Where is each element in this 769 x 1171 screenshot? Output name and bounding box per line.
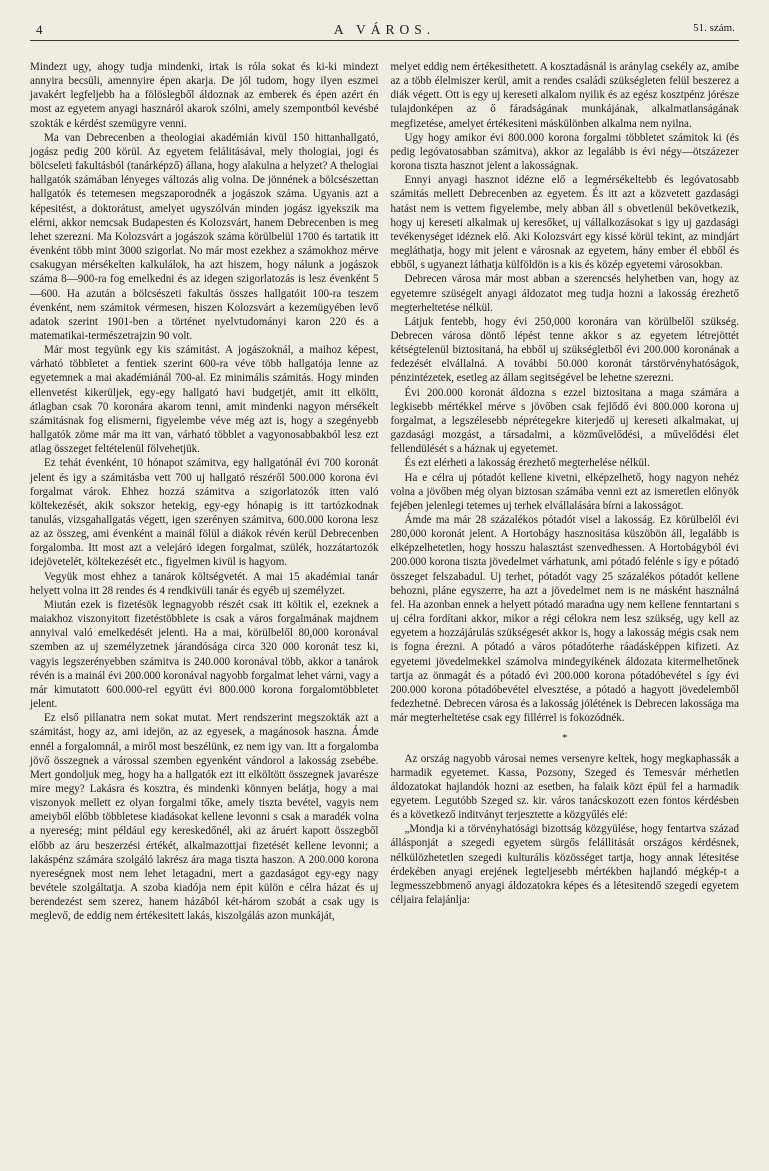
paragraph: Ez első pillanatra nem sokat mutat. Mert rendszerint megszokták azt a számitást, hogy az, ami idejön, az az egyesek, a magánosok haszna. Ámde ennél a forgalomnál, a miről most beszélünk, ez nem igy van. Itt a forgalomba jövő összegnek a várossal szemben egyenként vándorol a lakosság zsebébe. Mert gondoljuk meg, hogy ha a hallgatók ezt itt elköltött összegnek javarésze mire megy? Lakásra és kosztra, és mindenki könnyen belátja, hogy a mai viszonyok mellett ez olyan forgalmi tőke, amely tiszta bevétel, vagyis nem ameiyből előbb többletese kiadásokat kellene levonni s csak a maradék volna a nyereség; mint például egy kereskedőnél, aki az áruért kapott összegből előbb az áru beszerzési értékét, alkalmazottjai fizetését kellene levonni; a lakáspénz számára szolgáló lakrész ára maga tiszta haszon. A 200.000 korona nyereségnek most nem lehet letagadni, mert a gazdaságot egy-egy nagy bevétele szolgáltatja. A szoba kiadója nem épit külön e célra házat és uj berendezést sem szerez, hanem házából két-három szobát a csak ugy is meglevő, de eddig nem értékesitett lakás, kiszolgálás azon munkáját, [30, 712, 379, 923]
paragraph: Évi 200.000 koronát áldozna s ezzel biztositana a maga számára a legkisebb mértékkel mérve s jövőben csak fejlődő évi 800.000 korona uj forgalmat, a legszélesebb néprétegekre kiterjedő uj kereseti alkalmakat, uj gazdasági mozgást, a társadalmi, a közművelődési, a művelődési élet fellendülését s a háznak uj egyetemet. [390, 386, 739, 456]
masthead-title: A VÁROS. [333, 22, 436, 37]
section-divider-asterisk: * [562, 732, 568, 745]
page-number: 4 [36, 22, 43, 37]
header-rule [30, 40, 739, 41]
article-columns [30, 60, 739, 924]
paragraph: Ugy hogy amikor évi 800.000 korona forgalmi többletet számitok ki (és pedig legóvatosabban számitva), akkor az legalább is évi négy—ötszázezer korona tiszta hasznot jelent a lakosságnak. [390, 131, 739, 173]
right-column [391, 60, 740, 924]
quoted-motion: „Mondja ki a törvényhatósági bizottság közgyülése, hogy fentartva század állásponját a szegedi egyetem sürgős felállitását országos kérdésnek, nélkülözhetetlen szegedi kulturális közösséget tartja, hogy annak létesitése érdekében anyagi erejének legteljesebb mértékben hajlandó mégkép-t a legmesszebbmenő anyagi áldozatokra képes és a létesitendő szegedi egyetem céljaira felajánlja: [390, 823, 739, 907]
paragraph: melyet eddig nem értékesithetett. A kosztadásnál is aránylag csekély az, amibe az a több élelmiszer kerül, amit a rendes családi szükségleten felül beszerez a diák végett. Ott is egy uj kereseti alkalom nyilik és az egész kosztpénz jórésze tulajdonképen az ő fáradságának munkájának, alkalmatlanságának megfizetése, amelyet értékesiteni máskülönben alkalma nem nyilna. [390, 61, 739, 130]
paragraph: Debrecen városa már most abban a szerencsés helyhetben van, hogy az egyetemre szüségelt anyagi áldozatot meg tudja hozni a lakosság érezhető megterheltetése nélkül. [390, 273, 739, 314]
paragraph: Vegyük most ehhez a tanárok költségvetét. A mai 15 akadémiai tanár helyett volna itt 28 rendes és 4 rendkivüli tanár és egyéb uj személyzet. [30, 570, 379, 597]
paragraph: Ma van Debrecenben a theologiai akadémián kivül 150 hittanhallgató, jogász pedig 200 körül. Az egyetem felálitásával, mely thologiai, jogi és bölcseleti fakultásból (tanárképző) állana, hogy alakulna a helyzet? A thelogiai hallgatók számában lényeges változás alig volna. De jönnének a bölcsészettan hallgatók és tetemesen megszaporodnék a jogászok száma. Ugyanis azt a képesitést, a doktorátust, amelyet ugyszólván minden jogász igyekszik ma elérni, akkor nemcsak Budapesten és Kolozsvárt, hanem Debrecenben is meg lehet szerezni. Ma Kolozsvárt a jogászok száma körülbelül 1700 és tartatik itt évenként több mint 3000 szigorlat. No már most ezekhez a számokhoz mérve csakugyan mérsékelten kalkulálok, ha azt hiszem, hogy nálunk a jogászok száma 8—900-ra fog emelkedni és az idegen szigorlatozás is lesz évenként 5—600. Ha azután a bölcsészeti fakultás összes hallgatóit 100-ra teszem évenként, nem számitok vérmesen, hiszen Kolozsvárt a kezemügyében levő adatok szerint 1901-ben a történet nyelvtudományi karon 220 és a matematikai-természetrajzin 90 volt. [30, 131, 379, 342]
issue-number: 51. szám. [693, 22, 735, 34]
paragraph: Ámde ma már 28 százalékos pótadót visel a lakosság. Ez körülbelől évi 280,000 koronát jelent. A Hortobágy hasznositása küszöbön áll, legalább is elképzelhetetlen, hogy hosszu halasztást szenvedhessen. A Hortobágyból évi 200.000 korona tiszta jövedelmet várhatunk, ami pótadó felénle s így e pótadó összeget felszabadul. Uj terhet, pótadót vagy 25 százalékos pótadót kellene behozni, pláne egyszerre, ha azt a jövedelmet nem is ne másként használná fel. Ha azonban ennek a helyett pótadó maradna ugy nem kellene fenntartani s uj célra fordítani akkor, mikor a régi célokra nem lesz szükség, ugy kell az egyetem a hozzájárulás szükségesét akkor is, hogy a lakosság mégis csak nem is fogna érezni. A pótadó a város pótadóterhe ráadásképpen kifizeti. Az egyetemi jövedelmekkel számolva mindegyikének áldozata kitermelhetőnek tartja az önmagát és a pótadó évi 200.000 korona pótadóbevétel s így évi 200.000 korona pótadóbevétel elvesztése, a pótadó a hagyott jövedelemből fedezhetné. Debrecen városa és a lakosság jólétének is Debrecen lakossága ma már megterheltetése csak egy fillérrel is fokozódnék. [390, 514, 739, 725]
paragraph: Ennyi anyagi hasznot idézne elő a legmérsékeltebb és legóvatosabb számitás mellett Debrecenben az egyetem. És itt azt a közvetett gazdasági hatást nem is vettem figyelembe, mely abban áll s obvetlenül bekövetkezik, hogy uj kereseti alkalmak uj keresőket, uj vállalkozásokat s igy uj gazdasági tevékenységet idéznek elő. Aki Kolozsvárt egy kissé körül tekint, az mindjárt megláthatja, hogy mit jelent e városnak az egyetem, hány ember él ebből és ebből, s ugyanezt láthatja külföldön is a kis és közép egyetemi városokban. [390, 174, 739, 272]
page-header [30, 22, 739, 42]
paragraph: Az ország nagyobb városai nemes versenyre keltek, hogy megkaphassák a harmadik egyetemet. Kassa, Pozsony, Szeged és Temesvár mérhetlen áldozatokat hajlandók hozni az esetben, ha falaik közt épül fel a harmadik egyetem. Legutóbb Szeged sz. kir. város tanácskozott ezen fontos kérdésben és a következő inditványt terjesztette a közgyűlés elé: [390, 752, 739, 822]
paragraph: Ha e célra uj pótadót kellene kivetni, elképzelhető, hogy nagyon nehéz volna a jövőben még olyan biztosan számába venni ezt az ismeretlen előnyök fejében jelenlegi tetemes uj terhek elvállalására bírni a lakosságot. [390, 471, 739, 512]
left-column [30, 60, 379, 924]
paragraph: És ezt elérheti a lakosság érezhető megterhelése nélkül. [404, 457, 650, 470]
paragraph: Miután ezek is fizetésök legnagyobb részét csak itt költik el, ezeknek a maiakhoz viszonyitott fizetéstöbblete is csak a város forgalmának majdnem annyival való emelkedését jelenti. Ha a mai, körülbelől 80,000 koronával szemben az uj személyzetnek járandósága circa 320 000 koronát tesz ki, vagyis legszerényebben számitva is 240.000 koronával több, akkor a tanárok révén is a mainál évi 200.000 koronával nagyobb forgalmat lehet várni, vagy a már kimutatott 600.000-rel együtt évi 800.000 korona forgalomtöbbletet jelent. [30, 598, 379, 711]
paragraph: Már most tegyünk egy kis számitást. A jogászoknál, a maihoz képest, várható többletet a fentiek szerint 600-ra véve több hallgatója lenne az egyetemnek a mai akadémiánál 700-al. Ez minimális számitás. Hogy minden ellenvetést kikerüljek, egy-egy hallgató havi budgetjét, amit itt elköltt, átlagban csak 70 koronára akarom tenni, amit mindenki nagyon mérsékelt számitásnak fog elismerni, figyelembe véve még azt is, hogy a szegényebb hallgatók zöme már ma itt van, várható többlet a vagyonosabbakból lesz ezt atlag összeget feltételenül fölvehetjük. [30, 344, 379, 456]
paragraph: Látjuk fentebb, hogy évi 250,000 koronára van körülbelől szükség. Debrecen városa döntő lépést tenne akkor s az egyetem létrejöttét kétségtelenül biztositaná, ha ebből uj szükségletből évi 200.000 koronának a fedezését elvállalná. A további 50.000 koronát társtörvényhatóságok, pénzintézetek, esetleg az állam segitségével be lehetne szerezni. [390, 315, 739, 385]
paragraph: Ez tehát évenként, 10 hónapot számitva, egy hallgatónál évi 700 koronát jelent és igy a számitásba vett 700 uj hallgató részéről 500.000 korona évi forgalmat várok. Ehhez hozzá számitva a szigorlatozók itten való költekezését, akik sokszor hetekig, egy-egy hónapig is itt tartózkodnak tanulás, vizsgahallgatás végett, igen szerényen számitva, 600.000 korona lesz az az összeg, ami évenként a mainál fölül a diákok révén kerül Debrecenben forgalomba. Itt most azt a velejáró idegen forgalmat, szülék, hozzátartozók idejövetelét, költekezését etc., figyelmen kivül is hagyom. [30, 457, 379, 569]
paragraph: Mindezt ugy, ahogy tudja mindenki, irtak is róla sokat és ki-ki mindezt annyira becsüli, amennyire épen akarja. De jól tudom, hogy ilyen eszmei javakért legfeljebb ha a fölöslegből áldoznak az emberek és épen azért én most az egyetem anyagi hasznáról akarok szólni, amely szempontból kevésbé szokták e kérdést szemügyre venni. [30, 61, 379, 130]
